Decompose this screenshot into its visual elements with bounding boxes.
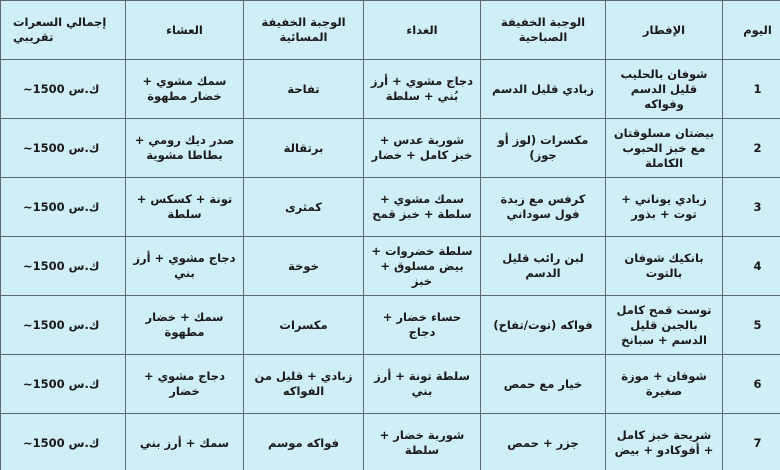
cell-day: 5 [723,296,780,355]
cell-calories: ~1500 ك.س [1,296,126,355]
cell-lunch: سمك مشوي + سلطة + خبز قمح [364,178,481,237]
cell-breakfast: شوفان بالحليب قليل الدسم وفواكه [606,60,723,119]
cell-day: 2 [723,119,780,178]
cell-dinner: سمك + أرز بني [126,414,244,470]
header-day: اليوم [723,1,780,60]
cell-morning-snack: زبادي قليل الدسم [481,60,606,119]
header-morning-snack: الوجبة الخفيفة الصباحية [481,1,606,60]
cell-evening-snack: برتقالة [244,119,364,178]
cell-evening-snack: كمثرى [244,178,364,237]
cell-breakfast: بيضتان مسلوقتان مع خبز الحبوب الكاملة [606,119,723,178]
table-row [1,237,780,296]
cell-dinner: صدر ديك رومي + بطاطا مشوية [126,119,244,178]
cell-calories: ~1500 ك.س [1,178,126,237]
cell-breakfast: شريحة خبز كامل + أفوكادو + بيض [606,414,723,470]
table-row [1,414,780,470]
cell-dinner: سمك مشوي + خضار مطهوة [126,60,244,119]
cell-morning-snack: لبن رائب قليل الدسم [481,237,606,296]
cell-lunch: حساء خضار + دجاج [364,296,481,355]
header-row [1,1,780,60]
cell-day: 1 [723,60,780,119]
cell-breakfast: شوفان + موزة صغيرة [606,355,723,414]
cell-morning-snack: جزر + حمص [481,414,606,470]
cell-day: 3 [723,178,780,237]
cell-evening-snack: زبادي + قليل من الفواكه [244,355,364,414]
header-dinner: العشاء [126,1,244,60]
cell-day: 4 [723,237,780,296]
cell-calories: ~1500 ك.س [1,237,126,296]
table-row [1,355,780,414]
cell-evening-snack: خوخة [244,237,364,296]
header-calories: إجمالي السعرات تقريبي [1,1,126,60]
cell-evening-snack: تفاحة [244,60,364,119]
cell-day: 7 [723,414,780,470]
cell-lunch: شوربة خضار + سلطة [364,414,481,470]
cell-lunch: دجاج مشوي + أرز بُني + سلطة [364,60,481,119]
cell-breakfast: بانكيك شوفان بالتوت [606,237,723,296]
cell-calories: ~1500 ك.س [1,119,126,178]
table-row [1,178,780,237]
cell-morning-snack: مكسرات (لوز أو جوز) [481,119,606,178]
header-lunch: الغداء [364,1,481,60]
cell-dinner: تونة + كسكس + سلطة [126,178,244,237]
cell-dinner: دجاج مشوي + أرز بني [126,237,244,296]
header-breakfast: الإفطار [606,1,723,60]
cell-dinner: سمك + خضار مطهوة [126,296,244,355]
cell-lunch: شوربة عدس + خبز كامل + خضار [364,119,481,178]
cell-calories: ~1500 ك.س [1,414,126,470]
cell-evening-snack: فواكه موسم [244,414,364,470]
cell-calories: ~1500 ك.س [1,60,126,119]
cell-dinner: دجاج مشوي + خضار [126,355,244,414]
table-row [1,296,780,355]
cell-day: 6 [723,355,780,414]
header-evening-snack: الوجبة الخفيفة المسائية [244,1,364,60]
cell-morning-snack: كرفس مع زبدة فول سوداني [481,178,606,237]
cell-evening-snack: مكسرات [244,296,364,355]
cell-lunch: سلطة خضروات + بيض مسلوق + خبز [364,237,481,296]
table-row [1,119,780,178]
cell-lunch: سلطة تونة + أرز بني [364,355,481,414]
cell-breakfast: زبادي يوناني + توت + بذور [606,178,723,237]
cell-calories: ~1500 ك.س [1,355,126,414]
cell-morning-snack: فواكه (توت/تفاح) [481,296,606,355]
cell-morning-snack: خيار مع حمص [481,355,606,414]
cell-breakfast: توست قمح كامل بالجبن قليل الدسم + سبانخ [606,296,723,355]
table-row [1,60,780,119]
